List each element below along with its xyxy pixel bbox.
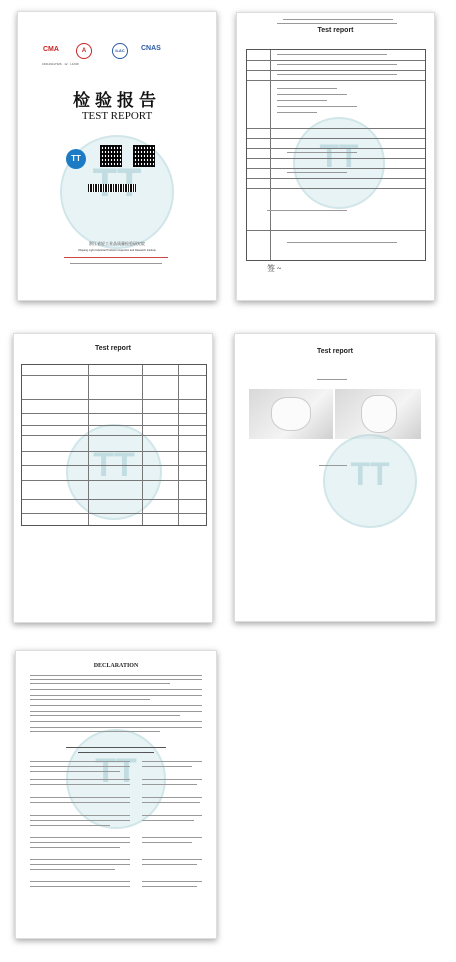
header-line: [283, 19, 393, 20]
header-line: [277, 23, 397, 24]
test-report-page-photos: [234, 333, 436, 622]
declaration-title: DECLARATION: [93, 663, 139, 669]
qr-code-left: [100, 145, 122, 167]
org-name-cn: 浙江省轻工业品质量检验研究院: [89, 241, 145, 246]
page-title: Test report: [317, 27, 354, 34]
caption-line: [317, 379, 347, 380]
watermark-logo: [323, 434, 417, 528]
signature: 签 ~: [267, 264, 282, 273]
qr-code-right: [133, 145, 155, 167]
declaration-page: [15, 650, 217, 939]
sample-photo-side: [335, 389, 421, 439]
ilac-logo: ILAC: [112, 43, 128, 59]
barcode: [88, 184, 136, 192]
cnas-logo: CNAS: [141, 45, 161, 52]
cma-logo: CMA: [43, 46, 59, 53]
results-table: [21, 364, 207, 526]
title-en: TEST REPORT: [81, 110, 153, 122]
test-report-page-1: [236, 12, 435, 301]
info-table: [246, 49, 426, 261]
institute-badge: TT: [66, 149, 86, 169]
org-line-red: [64, 257, 168, 258]
sample-photo-front: [249, 389, 333, 439]
report-cover-page: [17, 11, 217, 301]
test-report-page-2: [13, 333, 213, 623]
org-name-en: Zhejiang Light Industrial Products Inspection and Research Institute: [78, 249, 156, 252]
title-cn: 检验报告: [73, 91, 161, 110]
ca-logo: A: [76, 43, 92, 59]
org-line: [70, 263, 162, 264]
page-title: Test report: [94, 345, 132, 352]
page-title: Test report: [316, 348, 354, 355]
end-line: [319, 465, 347, 466]
cert-numbers: 160119117326 · 12 · L1039: [42, 62, 79, 66]
